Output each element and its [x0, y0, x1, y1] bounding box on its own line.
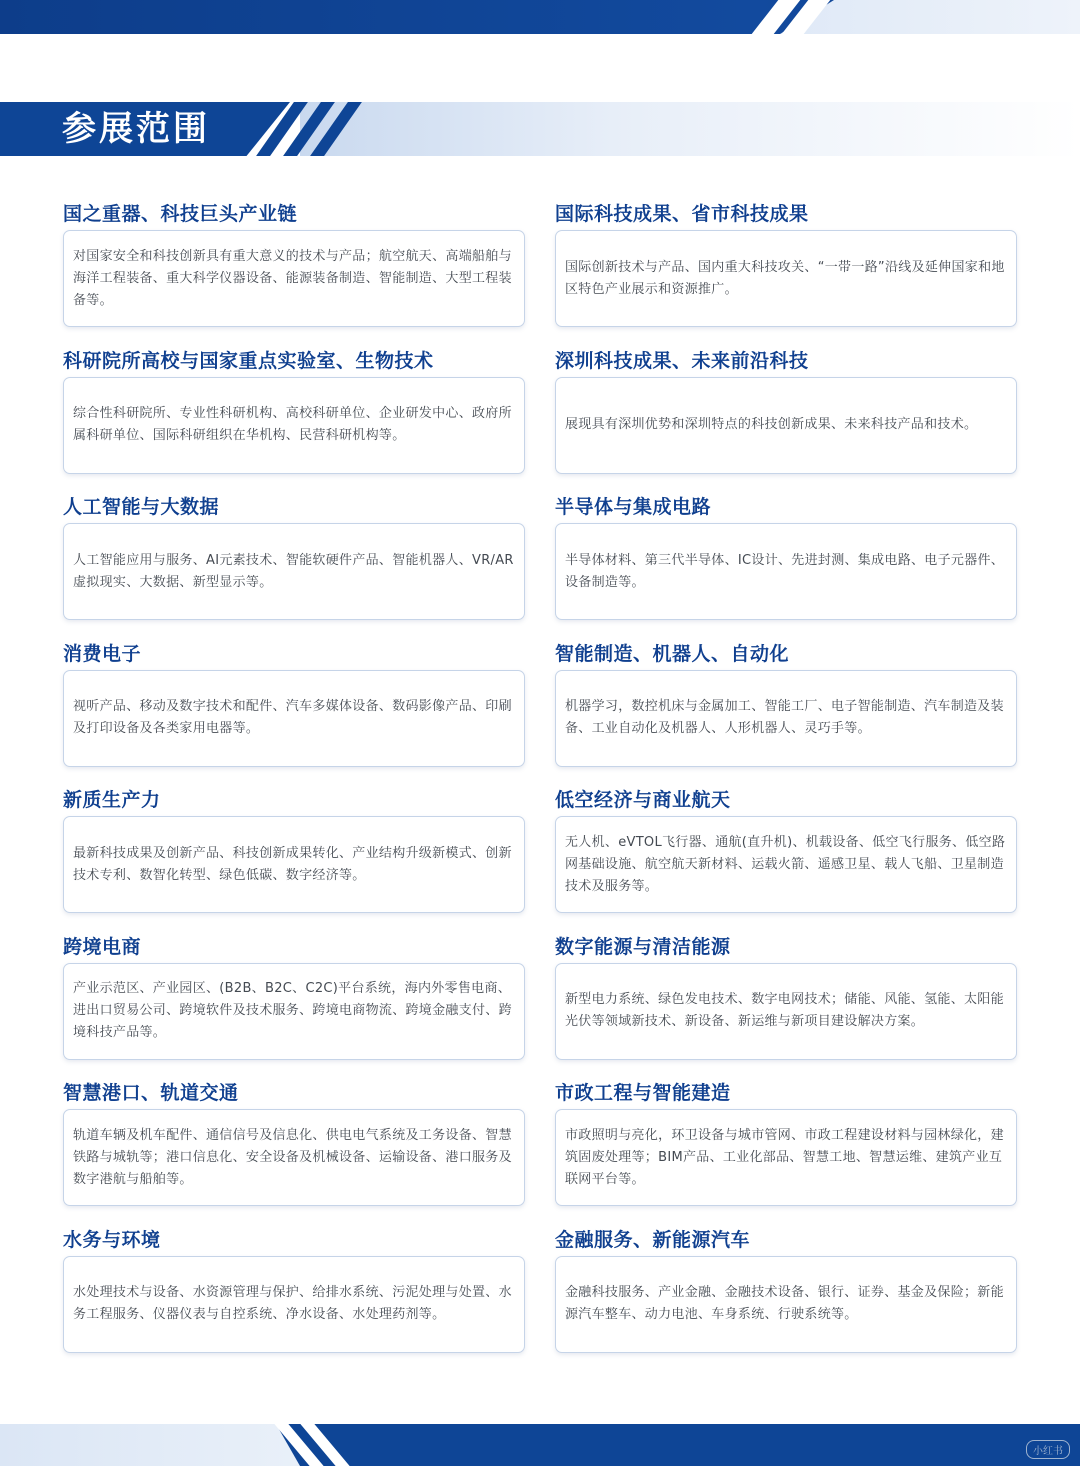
- left-column: [63, 200, 527, 1372]
- category-description: 新型电力系统、绿色发电技术、数字电网技术；储能、风能、氢能、太阳能光伏等领域新技术、新设备、新运维与新项目建设解决方案。: [565, 992, 1004, 1029]
- category-title: 人工智能与大数据: [63, 496, 220, 518]
- exhibit-category: [555, 786, 1019, 933]
- category-description: 市政照明与亮化，环卫设备与城市管网、市政工程建设材料与园林绿化，建筑固废处理等；BIM产品、工业化部品、智慧工地、智慧运维、建筑产业互联网平台等。: [565, 1127, 1004, 1187]
- bottom-banner-light: [0, 1424, 300, 1466]
- exhibit-category: [555, 933, 1019, 1080]
- category-box: [63, 1109, 525, 1206]
- category-description: 最新科技成果及创新产品、科技创新成果转化、产业结构升级新模式、创新技术专利、数智化转型、绿色低碳、数字经济等。: [73, 845, 512, 883]
- category-box: [63, 670, 525, 767]
- category-box: [555, 230, 1017, 327]
- exhibit-category: [63, 640, 527, 787]
- category-title: 低空经济与商业航天: [555, 789, 731, 811]
- category-box: [63, 816, 525, 913]
- category-description: 无人机、eVTOL飞行器、通航(直升机)、机载设备、低空飞行服务、低空路网基础设施、航空航天新材料、运载火箭、遥感卫星、载人飞船、卫星制造技术及服务等。: [565, 834, 1006, 894]
- section-title: 参展范围: [62, 109, 210, 149]
- category-description: 机器学习，数控机床与金属加工、智能工厂、电子智能制造、汽车制造及装备、工业自动化及机器人、人形机器人、灵巧手等。: [565, 699, 1004, 736]
- category-title: 跨境电商: [63, 935, 142, 958]
- category-description: 人工智能应用与服务、AI元素技术、智能软硬件产品、智能机器人、VR/AR虚拟现实、大数据、新型显示等。: [73, 552, 514, 590]
- top-banner: [0, 0, 1080, 34]
- category-title: 智能制造、机器人、自动化: [555, 642, 790, 665]
- right-column: [555, 200, 1019, 1372]
- category-box: [63, 377, 525, 474]
- category-title: 金融服务、新能源汽车: [555, 1228, 751, 1251]
- category-box: [555, 816, 1017, 913]
- exhibit-category: [555, 347, 1019, 494]
- category-description: 展现具有深圳优势和深圳特点的科技创新成果、未来科技产品和技术。: [565, 417, 978, 432]
- category-title: 市政工程与智能建造: [555, 1082, 731, 1104]
- category-description: 综合性科研院所、专业性科研机构、高校科研单位、企业研发中心、政府所属科研单位、国际科研组织在华机构、民营科研机构等。: [73, 406, 512, 443]
- category-box: [555, 1256, 1017, 1353]
- category-description: 金融科技服务、产业金融、金融技术设备、银行、证券、基金及保险；新能源汽车整车、动力电池、车身系统、行驶系统等。: [565, 1285, 1004, 1322]
- exhibit-category: [555, 1079, 1019, 1226]
- category-title: 数字能源与清洁能源: [555, 935, 731, 958]
- exhibit-category: [63, 933, 527, 1080]
- category-title: 智慧港口、轨道交通: [63, 1082, 239, 1104]
- watermark: 小红书: [1026, 1440, 1070, 1459]
- category-description: 对国家安全和科技创新具有重大意义的技术与产品；航空航天、高端船舶与海洋工程装备、重大科学仪器设备、能源装备制造、智能制造、大型工程装备等。: [73, 248, 512, 308]
- exhibit-category: [63, 200, 527, 347]
- category-title: 新质生产力: [63, 789, 161, 811]
- exhibit-category: [555, 200, 1019, 347]
- exhibit-category: [555, 640, 1019, 787]
- category-box: [63, 230, 525, 327]
- category-description: 产业示范区、产业园区、(B2B、B2C、C2C)平台系统，海内外零售电商、进出口贸易公司、跨境软件及技术服务、跨境电商物流、跨境金融支付、跨境科技产品等。: [73, 981, 512, 1040]
- section-header: [0, 102, 1080, 156]
- category-box: [63, 523, 525, 620]
- category-description: 国际创新技术与产品、国内重大科技攻关、“一带一路”沿线及延伸国家和地区特色产业展示和资源推广。: [565, 259, 1005, 297]
- category-title: 半导体与集成电路: [555, 496, 712, 518]
- category-title: 国之重器、科技巨头产业链: [63, 203, 298, 225]
- category-description: 水处理技术与设备、水资源管理与保护、给排水系统、污泥处理与处置、水务工程服务、仪器仪表与自控系统、净水设备、水处理药剂等。: [73, 1285, 512, 1322]
- exhibit-category: [63, 786, 527, 933]
- category-description: 视听产品、移动及数字技术和配件、汽车多媒体设备、数码影像产品、印刷及打印设备及各类家用电器等。: [73, 699, 512, 736]
- category-box: [63, 963, 525, 1060]
- category-box: [555, 377, 1017, 474]
- category-description: 轨道车辆及机车配件、通信信号及信息化、供电电气系统及工务设备、智慧铁路与城轨等；港口信息化、安全设备及机械设备、运输设备、港口服务及数字港航与船舶等。: [73, 1127, 512, 1187]
- category-box: [555, 1109, 1017, 1206]
- bottom-banner: [0, 1424, 1080, 1466]
- exhibit-category: [555, 493, 1019, 640]
- category-title: 水务与环境: [63, 1228, 161, 1251]
- exhibit-category: [555, 1226, 1019, 1373]
- category-title: 消费电子: [63, 642, 142, 665]
- category-description: 半导体材料、第三代半导体、IC设计、先进封测、集成电路、电子元器件、设备制造等。: [565, 552, 1005, 590]
- category-title: 国际科技成果、省市科技成果: [555, 203, 809, 225]
- category-box: [555, 670, 1017, 767]
- category-title: 科研院所高校与国家重点实验室、生物技术: [63, 349, 434, 372]
- category-title: 深圳科技成果、未来前沿科技: [555, 349, 809, 372]
- category-box: [555, 963, 1017, 1060]
- section-header-fade: [300, 102, 1080, 156]
- category-box: [555, 523, 1017, 620]
- exhibit-category: [63, 1079, 527, 1226]
- exhibit-category: [63, 493, 527, 640]
- exhibit-category: [63, 347, 527, 494]
- category-box: [63, 1256, 525, 1353]
- exhibit-category: [63, 1226, 527, 1373]
